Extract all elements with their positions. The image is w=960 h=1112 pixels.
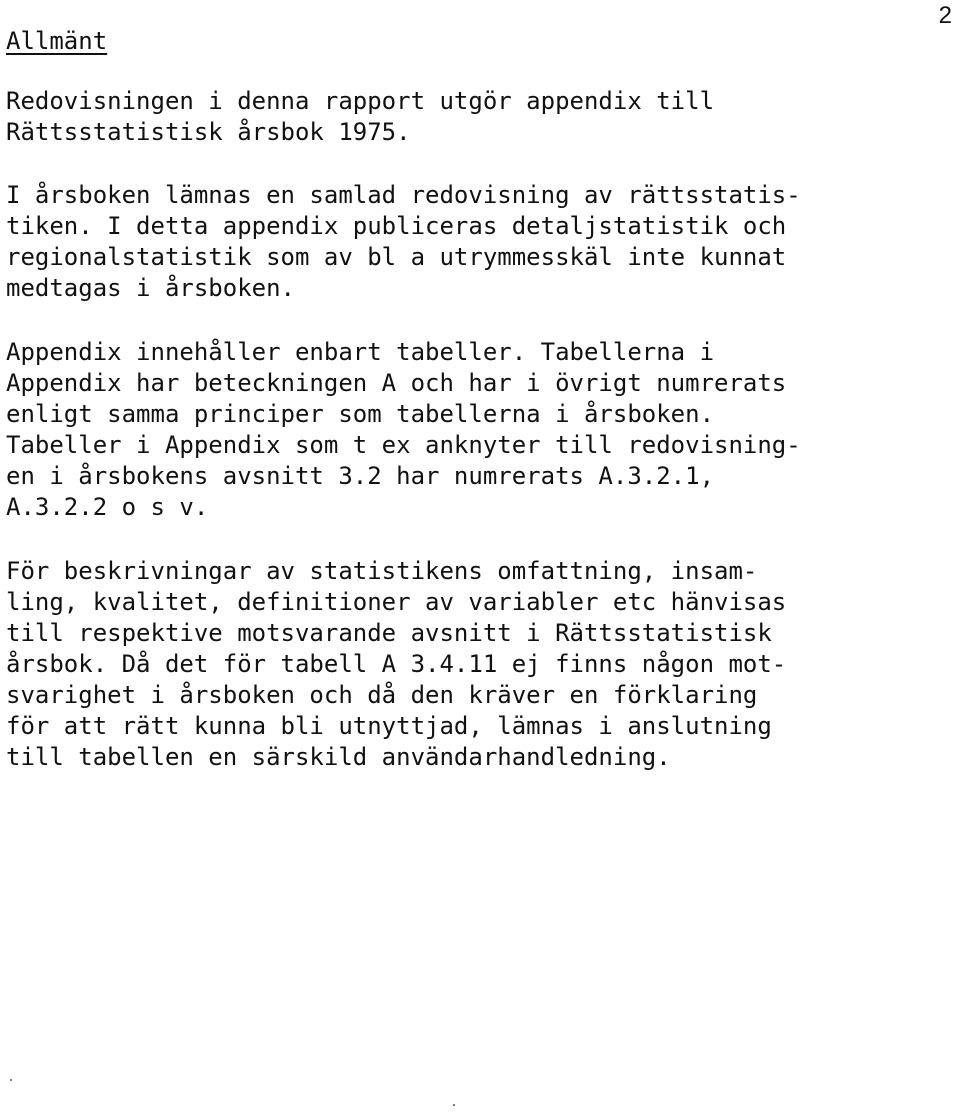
text-line: tiken. I detta appendix publiceras detaljstatistik och xyxy=(6,212,787,240)
text-line: ling, kvalitet, definitioner av variabler etc hänvisas xyxy=(6,588,787,616)
page-number: 2 xyxy=(938,2,952,29)
paragraph-yearbook xyxy=(6,180,801,304)
text-line: svarighet i årsboken och då den kräver en förklaring xyxy=(6,681,758,709)
text-line: till respektive motsvarande avsnitt i Rättsstatistisk xyxy=(6,619,772,647)
text-line: regionalstatistik som av bl a utrymmesskäl inte kunnat xyxy=(6,243,787,271)
text-line: Appendix innehåller enbart tabeller. Tabellerna i xyxy=(6,338,715,366)
text-line: Appendix har beteckningen A och har i övrigt numrerats xyxy=(6,369,787,397)
text-line: årsbok. Då det för tabell A 3.4.11 ej finns någon mot- xyxy=(6,650,787,678)
text-line: medtagas i årsboken. xyxy=(6,274,295,302)
text-line: för att rätt kunna bli utnyttjad, lämnas i anslutning xyxy=(6,712,772,740)
paragraph-appendix-tables xyxy=(6,337,801,523)
text-line: I årsboken lämnas en samlad redovisning av rättsstatis- xyxy=(6,181,801,209)
text-line: Redovisningen i denna rapport utgör appendix till xyxy=(6,87,715,115)
text-line: en i årsbokens avsnitt 3.2 har numrerats A.3.2.1, xyxy=(6,462,715,490)
text-line: till tabellen en särskild användarhandledning. xyxy=(6,743,671,771)
section-heading: Allmänt xyxy=(6,27,108,55)
paragraph-intro xyxy=(6,86,714,148)
scan-speck xyxy=(453,1104,455,1106)
text-line: A.3.2.2 o s v. xyxy=(6,493,209,521)
text-line: För beskrivningar av statistikens omfattning, insam- xyxy=(6,557,758,585)
scan-speck xyxy=(10,1079,12,1081)
paragraph-descriptions xyxy=(6,556,786,773)
text-line: Rättsstatistisk årsbok 1975. xyxy=(6,118,411,146)
text-line: enligt samma principer som tabellerna i årsboken. xyxy=(6,400,715,428)
text-line: Tabeller i Appendix som t ex anknyter till redovisning- xyxy=(6,431,801,459)
